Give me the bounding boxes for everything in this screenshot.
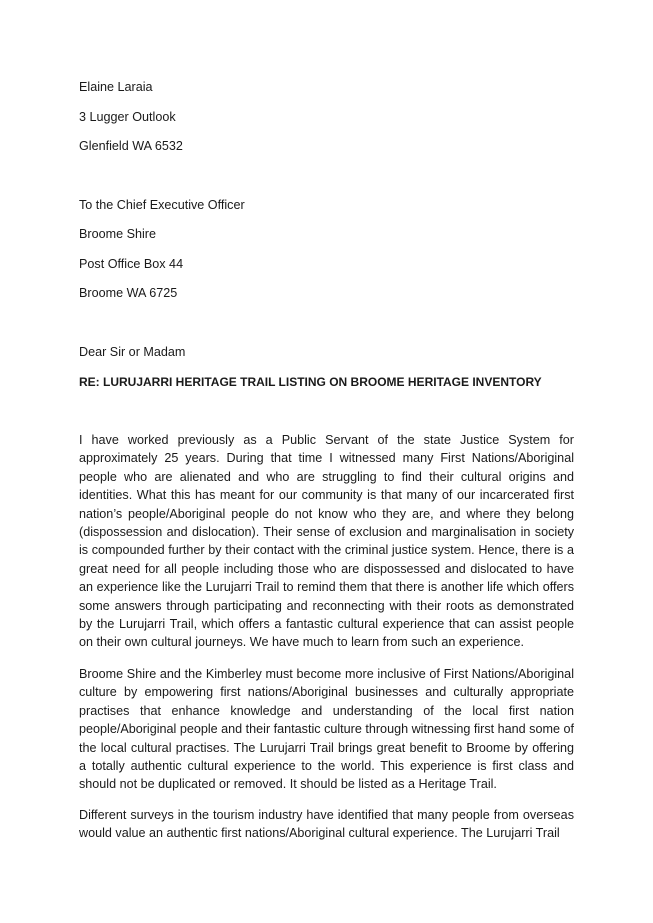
salutation: Dear Sir or Madam xyxy=(79,345,186,359)
body-paragraph-2: Broome Shire and the Kimberley must become more inclusive of First Nations/Aboriginal culture by empowering first nations/Aboriginal businesses and culturally appropriate practises that enhance knowledge and understanding of the local first nation people/Aboriginal people and their fantastic culture through witnessing first hand some of the local cultural practises. The Lurujarri Trail brings great benefit to Broome by offering a totally authentic cultural experience to the world. This experience is first class and should not be duplicated or removed. It should be listed as a Heritage Trail. xyxy=(79,667,574,792)
sender-name: Elaine Laraia xyxy=(79,80,153,94)
sender-city: Glenfield WA 6532 xyxy=(79,139,183,153)
recipient-organization: Broome Shire xyxy=(79,227,156,241)
subject-line: RE: LURUJARRI HERITAGE TRAIL LISTING ON BROOME HERITAGE INVENTORY xyxy=(79,375,542,389)
sender-street: 3 Lugger Outlook xyxy=(79,110,176,124)
recipient-city: Broome WA 6725 xyxy=(79,286,178,300)
body-paragraph-1: I have worked previously as a Public Servant of the state Justice System for approximately 25 years. During that time I witnessed many First Nations/Aboriginal people who are alienated and who are struggling to find their cultural origins and identities. What this has meant for our community is that many of our incarcerated first nation’s people/Aboriginal people do not know who they are, and where they belong (dispossession and dislocation). Their sense of exclusion and marginalisation in society is compounded further by their contact with the criminal justice system. Hence, there is a great need for all people including those who are dispossessed and dislocated to have an experience like the Lurujarri Trail to remind them that there is another life which offers some answers through participating and reconnecting with their roots as demonstrated by the Lurujarri Trail, which offers a fantastic cultural experience that can assist people on their own cultural journeys. We have much to learn from such an experience. xyxy=(79,433,574,650)
body-paragraph-3: Different surveys in the tourism industry have identified that many people from overseas would value an authentic first nations/Aboriginal cultural experience. The Lurujarri Trail xyxy=(79,808,574,841)
recipient-title: To the Chief Executive Officer xyxy=(79,198,245,212)
recipient-po-box: Post Office Box 44 xyxy=(79,257,184,271)
